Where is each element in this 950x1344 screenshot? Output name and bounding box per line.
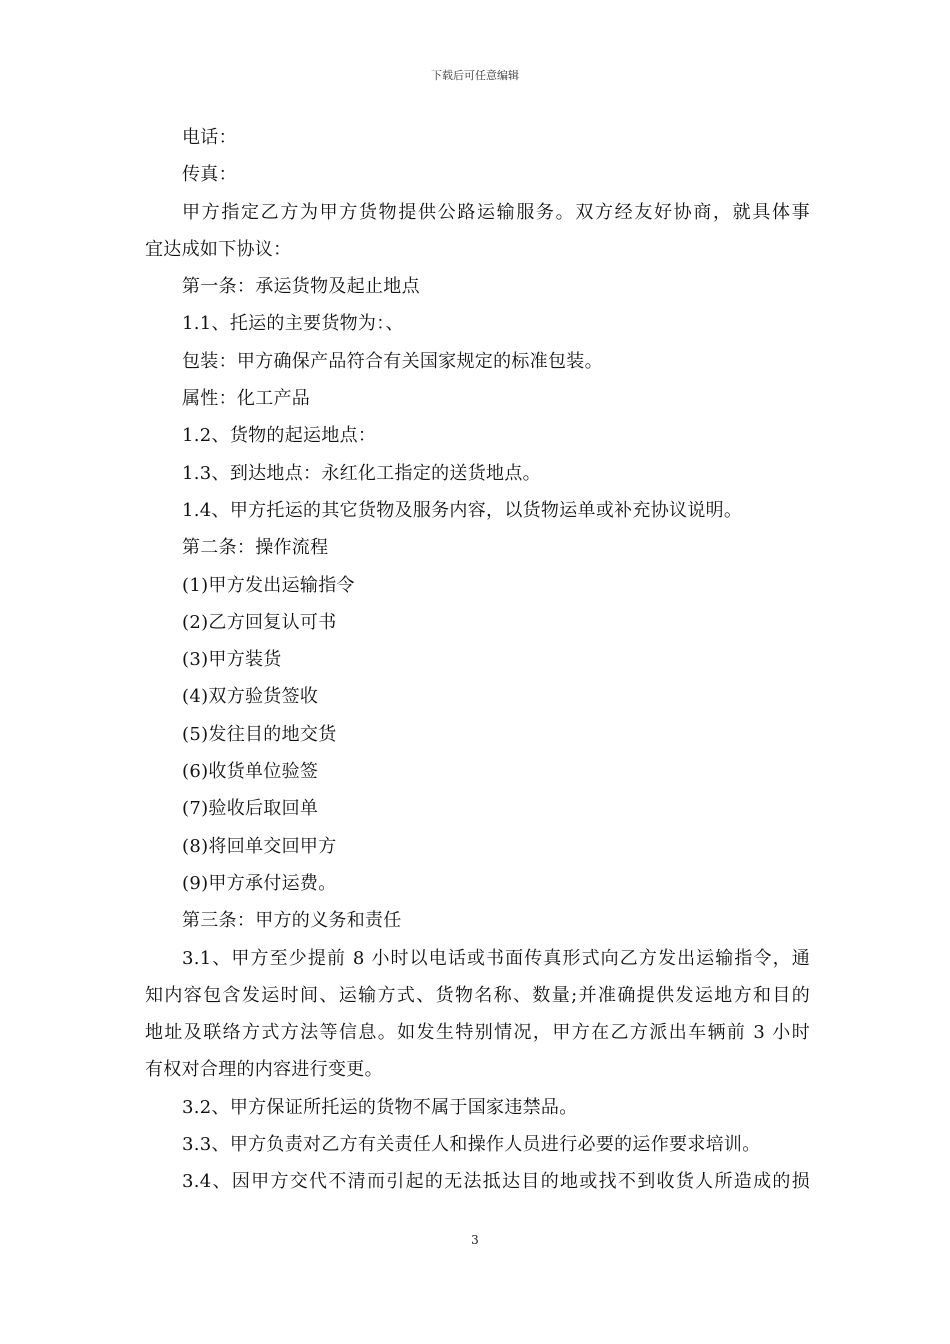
text-line: 甲方指定乙方为甲方货物提供公路运输服务。双方经友好协商，就具体事 xyxy=(182,201,810,223)
text-line: (7)验收后取回单 xyxy=(182,798,319,820)
text-line: 3.3、甲方负责对乙方有关责任人和操作人员进行必要的运作要求培训。 xyxy=(182,1134,761,1156)
text-line: 电话： xyxy=(182,127,237,148)
text-line: 第一条：承运货物及起止地点 xyxy=(182,276,420,298)
text-line: (6)收货单位验签 xyxy=(182,761,319,783)
page-number: 3 xyxy=(471,1233,479,1247)
text-line: (5)发往目的地交货 xyxy=(182,723,337,745)
text-line: 属性：化工产品 xyxy=(182,388,311,410)
text-line: (9)甲方承付运费。 xyxy=(182,872,337,894)
text-line: 第三条：甲方的义务和责任 xyxy=(182,910,402,932)
text-line: 传真： xyxy=(182,164,237,186)
text-line: 1.1、托运的主要货物为：、 xyxy=(182,313,404,335)
text-line: (3)甲方装货 xyxy=(182,649,282,671)
text-line: 宜达成如下协议： xyxy=(145,238,292,260)
text-line: 第二条：操作流程 xyxy=(182,537,329,559)
text-line: (1)甲方发出运输指令 xyxy=(182,574,355,596)
text-line: 知内容包含发运时间、运输方式、货物名称、数量;并准确提供发运地方和目的 xyxy=(145,984,810,1006)
text-line: 3.4、因甲方交代不清而引起的无法抵达目的地或找不到收货人所造成的损 xyxy=(182,1171,810,1193)
text-line: 包装：甲方确保产品符合有关国家规定的标准包装。 xyxy=(182,350,603,372)
text-line: 1.3、到达地点：永红化工指定的送货地点。 xyxy=(182,462,541,484)
text-line: 3.2、甲方保证所托运的货物不属于国家违禁品。 xyxy=(182,1096,578,1118)
text-line: 地址及联络方式方法等信息。如发生特别情况，甲方在乙方派出车辆前 3 小时 xyxy=(145,1022,810,1044)
text-line: (8)将回单交回甲方 xyxy=(182,835,337,857)
document-body xyxy=(145,119,810,1201)
text-line: (4)双方验货签收 xyxy=(182,686,319,708)
text-line: 有权对合理的内容进行变更。 xyxy=(145,1059,383,1081)
text-line: (2)乙方回复认可书 xyxy=(182,611,337,633)
text-line: 1.2、货物的起运地点： xyxy=(182,425,377,447)
text-line: 1.4、甲方托运的其它货物及服务内容，以货物运单或补充协议说明。 xyxy=(182,499,743,521)
page-header: 下载后可任意编辑 xyxy=(431,69,519,82)
text-line: 3.1、甲方至少提前 8 小时以电话或书面传真形式向乙方发出运输指令，通 xyxy=(182,947,810,969)
